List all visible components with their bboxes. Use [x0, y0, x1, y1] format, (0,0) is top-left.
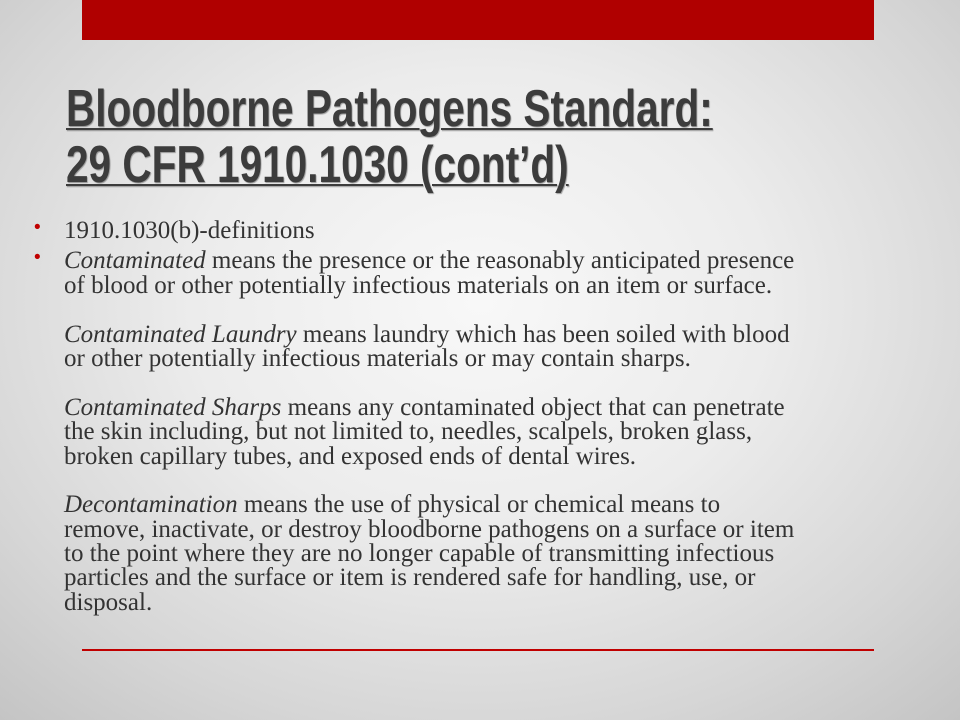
- title-line-2-text: 29 CFR 1910.1030 (cont’d): [66, 136, 569, 194]
- bullet-text: 1910.1030(b)-definitions: [64, 217, 315, 245]
- definition-line: the skin including, but not limited to, needles, scalpels, broken glass,: [64, 418, 753, 446]
- definition-line: [64, 249, 924, 273]
- definition-term: Contaminated Sharps: [64, 393, 282, 421]
- definition-term: Contaminated Laundry: [64, 320, 297, 348]
- definition-line: to the point where they are no longer capable of transmitting infectious: [64, 540, 775, 568]
- slide-title: [66, 81, 713, 193]
- definition-line: disposal.: [64, 588, 153, 616]
- definition-contaminated-laundry: [64, 320, 924, 372]
- bullet-icon: [34, 216, 41, 240]
- title-line-1: [66, 81, 713, 137]
- definition-line: remove, inactivate, or destroy bloodborne pathogens on a surface or item: [64, 515, 795, 543]
- definition-line: particles and the surface or item is rendered safe for handling, use, or: [64, 564, 756, 592]
- top-accent-bar: [82, 0, 874, 40]
- bullet-item: [64, 219, 924, 243]
- definition-decontamination: [64, 493, 924, 615]
- definition-contaminated: [64, 249, 924, 298]
- definition-term: Decontamination: [64, 491, 238, 519]
- definition-line: broken capillary tubes, and exposed ends of dental wires.: [64, 442, 637, 470]
- definition-contaminated-sharps: [64, 393, 924, 470]
- definition-line: [64, 320, 924, 348]
- definition-text: means the use of physical or chemical means to: [243, 491, 721, 519]
- bullet-item: [64, 249, 924, 615]
- definition-line: [64, 393, 924, 421]
- definition-text: means the presence or the reasonably anticipated presence: [211, 247, 795, 275]
- definition-text: means any contaminated object that can penetrate: [287, 393, 785, 421]
- definition-line: or other potentially infectious materials or may contain sharps.: [64, 344, 691, 372]
- bottom-accent-rule: [82, 649, 874, 651]
- definition-text: means laundry which has been soiled with blood: [302, 320, 790, 348]
- bullet-icon: [34, 246, 41, 270]
- title-line-1-text: Bloodborne Pathogens Standard:: [66, 80, 713, 138]
- definition-line: [64, 493, 924, 517]
- bullet-list: [64, 219, 924, 615]
- definition-term: Contaminated: [64, 247, 206, 275]
- title-line-2: [66, 137, 713, 193]
- definition-line: of blood or other potentially infectious materials on an item or surface.: [64, 271, 773, 299]
